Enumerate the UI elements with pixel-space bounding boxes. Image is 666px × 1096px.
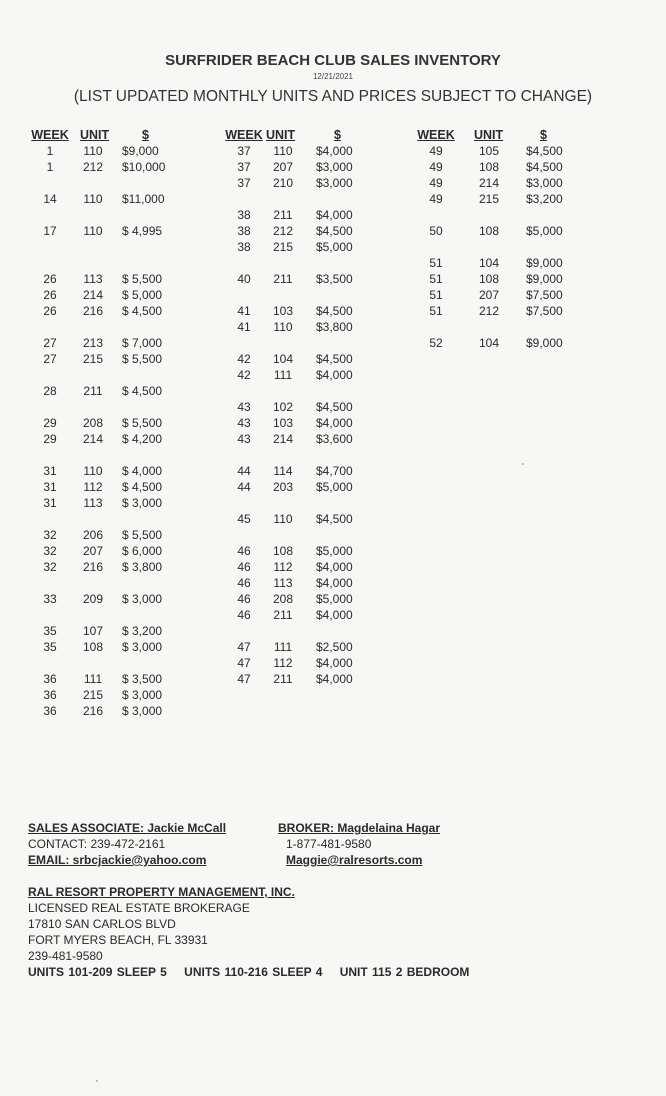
price-cell: $ 3,000 (122, 704, 163, 718)
price-cell: $4,000 (316, 656, 353, 670)
price-cell: $ 5,500 (122, 272, 163, 286)
broker-phone: 1-877-481-9580 (286, 837, 372, 851)
price-cell: $ 4,500 (122, 480, 163, 494)
price-cell: $5,000 (316, 240, 353, 254)
price-cell: $11,000 (122, 192, 165, 206)
price-cell: $7,500 (526, 304, 563, 318)
week-header: WEEK (225, 128, 263, 142)
unit-cell: 211 (273, 208, 293, 222)
week-cell: 37 (237, 160, 251, 174)
contact-block (28, 820, 628, 868)
price-cell: $5,000 (316, 592, 353, 606)
week-cell: 17 (43, 224, 57, 238)
price-cell: $4,500 (526, 160, 563, 174)
week-cell: 27 (43, 336, 57, 350)
unit-cell: 211 (273, 272, 293, 286)
week-cell: 31 (43, 480, 57, 494)
unit-cell: 216 (82, 704, 104, 718)
week-cell: 29 (43, 432, 57, 446)
price-cell: $4,500 (316, 304, 353, 318)
page-subtitle: (LIST UPDATED MONTHLY UNITS AND PRICES SUBJECT TO CHANGE) (73, 88, 593, 105)
week-cell: 46 (237, 544, 251, 558)
price-cell: $4,700 (316, 464, 353, 478)
week-cell: 36 (43, 704, 57, 718)
unit-cell: 208 (82, 416, 104, 430)
unit-cell: 104 (478, 336, 500, 350)
price-cell: $ 4,995 (122, 224, 163, 238)
week-cell: 49 (429, 176, 443, 190)
unit-cell: 108 (272, 544, 294, 558)
unit-cell: 214 (478, 176, 500, 190)
price-cell: $4,000 (316, 368, 353, 382)
unit-cell: 103 (272, 416, 294, 430)
page-title: SURFRIDER BEACH CLUB SALES INVENTORY (165, 52, 501, 69)
unit-cell: 203 (272, 480, 294, 494)
unit-cell: 113 (273, 576, 293, 590)
unit-cell: 110 (83, 464, 103, 478)
week-cell: 47 (237, 672, 251, 686)
price-cell: $4,000 (316, 208, 353, 222)
unit-cell: 214 (82, 432, 104, 446)
week-cell: 49 (429, 144, 443, 158)
week-cell: 47 (237, 656, 251, 670)
price-cell: $ 4,000 (122, 464, 163, 478)
price-cell: $3,600 (316, 432, 353, 446)
unit-cell: 110 (273, 512, 293, 526)
week-cell: 46 (237, 576, 251, 590)
unit-cell: 113 (83, 272, 103, 286)
week-cell: 41 (237, 304, 251, 318)
unit-cell: 216 (82, 304, 104, 318)
price-cell: $9,000 (526, 256, 563, 270)
week-cell: 46 (237, 592, 251, 606)
company-city: FORT MYERS BEACH, FL 33931 (28, 933, 208, 947)
week-cell: 40 (237, 272, 251, 286)
unit-cell: 211 (273, 608, 293, 622)
price-cell: $9,000 (526, 272, 563, 286)
company-license: LICENSED REAL ESTATE BROKERAGE (28, 901, 250, 915)
unit-cell: 103 (272, 304, 294, 318)
week-cell: 26 (43, 272, 57, 286)
unit-header: UNIT (474, 128, 504, 142)
week-cell: 44 (237, 480, 251, 494)
unit-header: UNIT (80, 128, 110, 142)
contact-phone: CONTACT: 239-472-2161 (28, 837, 166, 851)
unit-cell: 107 (82, 624, 104, 638)
unit-cell: 112 (273, 560, 293, 574)
price-cell: $ 3,000 (122, 496, 163, 510)
week-cell: 33 (43, 592, 57, 606)
week-cell: 38 (237, 240, 251, 254)
unit-cell: 207 (478, 288, 500, 302)
week-cell: 41 (237, 320, 251, 334)
week-cell: 43 (237, 416, 251, 430)
week-cell: 35 (43, 640, 57, 654)
price-cell: $4,000 (316, 144, 353, 158)
unit-cell: 212 (478, 304, 500, 318)
price-cell: $9,000 (122, 144, 159, 158)
unit-cell: 108 (478, 272, 500, 286)
price-cell: $5,000 (316, 480, 353, 494)
week-cell: 42 (237, 352, 251, 366)
week-cell: 31 (43, 496, 57, 510)
unit-cell: 108 (82, 640, 104, 654)
week-cell: 49 (429, 192, 443, 206)
price-cell: $ 4,500 (122, 384, 163, 398)
week-cell: 49 (429, 160, 443, 174)
scan-speck (522, 463, 524, 465)
unit-cell: 110 (83, 192, 103, 206)
week-cell: 45 (237, 512, 251, 526)
price-cell: $4,500 (316, 400, 353, 414)
price-cell: $4,000 (316, 576, 353, 590)
unit-cell: 108 (478, 224, 500, 238)
unit-cell: 102 (272, 400, 294, 414)
price-cell: $5,000 (526, 224, 563, 238)
week-cell: 51 (429, 272, 443, 286)
week-cell: 38 (237, 208, 251, 222)
scan-speck (96, 1080, 98, 1082)
unit-cell: 213 (82, 336, 104, 350)
week-cell: 52 (429, 336, 443, 350)
price-cell: $4,000 (316, 560, 353, 574)
unit-cell: 113 (83, 496, 103, 510)
price-header: $ (142, 128, 149, 142)
price-cell: $ 5,500 (122, 416, 163, 430)
price-cell: $4,000 (316, 416, 353, 430)
price-cell: $3,500 (316, 272, 353, 286)
week-cell: 43 (237, 432, 251, 446)
week-cell: 47 (237, 640, 251, 654)
price-header: $ (334, 128, 341, 142)
price-cell: $2,500 (316, 640, 353, 654)
unit-cell: 110 (273, 144, 293, 158)
week-cell: 32 (43, 544, 57, 558)
price-cell: $ 4,200 (122, 432, 163, 446)
unit-cell: 104 (272, 352, 294, 366)
price-cell: $4,500 (316, 224, 353, 238)
week-cell: 31 (43, 464, 57, 478)
unit-cell: 104 (478, 256, 500, 270)
week-cell: 32 (43, 528, 57, 542)
unit-cell: 105 (478, 144, 500, 158)
unit-cell: 212 (272, 224, 294, 238)
week-cell: 36 (43, 688, 57, 702)
week-cell: 35 (43, 624, 57, 638)
unit-cell: 215 (82, 352, 104, 366)
week-cell: 36 (43, 672, 57, 686)
price-cell: $ 7,000 (122, 336, 163, 350)
price-cell: $ 3,500 (122, 672, 163, 686)
price-cell: $3,000 (316, 176, 353, 190)
sales-associate: SALES ASSOCIATE: Jackie McCall (28, 821, 227, 835)
price-cell: $ 3,000 (122, 592, 163, 606)
price-cell: $4,000 (316, 608, 353, 622)
company-block (28, 884, 469, 980)
unit-cell: 214 (82, 288, 104, 302)
price-cell: $ 3,200 (122, 624, 163, 638)
unit-cell: 215 (82, 688, 104, 702)
week-cell: 51 (429, 256, 443, 270)
unit-cell: 208 (272, 592, 294, 606)
week-cell: 51 (429, 288, 443, 302)
unit-cell: 215 (478, 192, 500, 206)
week-cell: 46 (237, 608, 251, 622)
week-cell: 1 (46, 144, 54, 158)
list-date: 12/21/2021 (312, 72, 354, 81)
broker-name: BROKER: Magdelaina Hagar (278, 821, 441, 835)
price-cell: $ 6,000 (122, 544, 163, 558)
week-cell: 42 (237, 368, 251, 382)
price-cell: $4,500 (316, 352, 353, 366)
unit-cell: 111 (273, 368, 293, 382)
unit-cell: 211 (273, 672, 293, 686)
week-cell: 38 (237, 224, 251, 238)
price-header: $ (540, 128, 547, 142)
unit-cell: 207 (82, 544, 104, 558)
unit-cell: 210 (272, 176, 294, 190)
unit-cell: 110 (273, 320, 293, 334)
week-cell: 29 (43, 416, 57, 430)
unit-cell: 212 (82, 160, 104, 174)
week-header: WEEK (31, 128, 69, 142)
price-cell: $3,200 (526, 192, 563, 206)
unit-cell: 112 (273, 656, 293, 670)
price-cell: $ 5,000 (122, 288, 163, 302)
price-cell: $7,500 (526, 288, 563, 302)
unit-cell: 108 (478, 160, 500, 174)
week-cell: 26 (43, 288, 57, 302)
week-cell: 28 (43, 384, 57, 398)
week-cell: 1 (46, 160, 54, 174)
week-cell: 32 (43, 560, 57, 574)
associate-email: EMAIL: srbcjackie@yahoo.com (28, 853, 207, 867)
week-cell: 14 (43, 192, 57, 206)
price-cell: $ 4,500 (122, 304, 163, 318)
week-cell: 43 (237, 400, 251, 414)
week-cell: 51 (429, 304, 443, 318)
week-cell: 50 (429, 224, 443, 238)
unit-cell: 111 (83, 672, 103, 686)
price-cell: $ 5,500 (122, 528, 163, 542)
unit-cell: 215 (272, 240, 294, 254)
week-cell: 26 (43, 304, 57, 318)
week-cell: 37 (237, 176, 251, 190)
price-cell: $ 5,500 (122, 352, 163, 366)
unit-cell: 216 (82, 560, 104, 574)
price-cell: $ 3,800 (122, 560, 163, 574)
price-cell: $3,000 (316, 160, 353, 174)
price-cell: $10,000 (122, 160, 166, 174)
unit-cell: 111 (273, 640, 293, 654)
price-cell: $4,500 (526, 144, 563, 158)
unit-cell: 112 (83, 480, 103, 494)
week-header: WEEK (417, 128, 455, 142)
unit-cell: 110 (83, 224, 103, 238)
price-cell: $3,000 (526, 176, 563, 190)
unit-header: UNIT (266, 128, 296, 142)
unit-cell: 110 (83, 144, 103, 158)
price-cell: $ 3,000 (122, 640, 163, 654)
company-street: 17810 SAN CARLOS BLVD (28, 917, 176, 931)
price-cell: $ 3,000 (122, 688, 163, 702)
unit-cell: 206 (82, 528, 104, 542)
sleep-note: UNITS 101-209 SLEEP 5 UNITS 110-216 SLEEP 4 UNIT 115 2 BEDROOM (28, 965, 470, 979)
week-cell: 27 (43, 352, 57, 366)
week-cell: 46 (237, 560, 251, 574)
price-cell: $3,800 (316, 320, 353, 334)
price-cell: $9,000 (526, 336, 563, 350)
unit-cell: 207 (272, 160, 294, 174)
week-cell: 37 (237, 144, 251, 158)
company-phone: 239-481-9580 (28, 949, 103, 963)
broker-email: Maggie@ralresorts.com (286, 853, 423, 867)
unit-cell: 214 (272, 432, 294, 446)
unit-cell: 114 (273, 464, 293, 478)
price-cell: $5,000 (316, 544, 353, 558)
price-cell: $4,500 (316, 512, 353, 526)
unit-cell: 209 (82, 592, 104, 606)
company-name: RAL RESORT PROPERTY MANAGEMENT, INC. (28, 885, 295, 899)
price-cell: $4,000 (316, 672, 353, 686)
week-cell: 44 (237, 464, 251, 478)
unit-cell: 211 (83, 384, 103, 398)
